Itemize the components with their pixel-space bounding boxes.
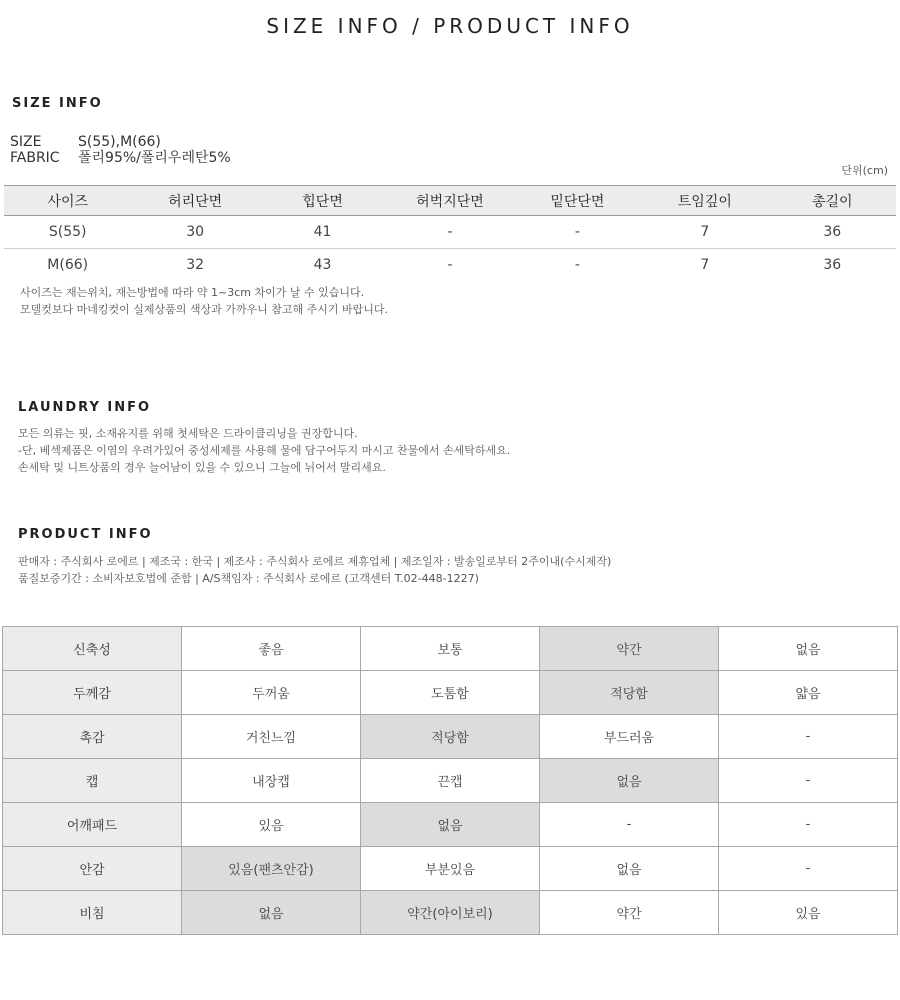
attribute-option: - [719, 715, 898, 759]
attribute-option: 거친느낌 [182, 715, 361, 759]
attribute-option: 있음 [719, 891, 898, 935]
attribute-option-selected: 적당함 [361, 715, 540, 759]
size-note: 모델컷보다 마네킹컷이 실제상품의 색상과 가까우니 참고해 주시기 바랍니다. [20, 303, 389, 316]
attribute-option: 없음 [540, 847, 719, 891]
attribute-option-selected: 약간(아이보리) [361, 891, 540, 935]
size-table [4, 185, 896, 281]
table-cell: 7 [641, 216, 768, 249]
attribute-name: 두께감 [3, 671, 182, 715]
table-cell: - [514, 216, 641, 249]
attribute-name: 비침 [3, 891, 182, 935]
table-cell: - [574, 257, 580, 273]
column-header: 허리단면 [131, 186, 258, 216]
table-cell: - [447, 257, 453, 273]
column-header: 힙단면 [259, 186, 386, 216]
attribute-row [3, 627, 898, 671]
column-header: 총길이 [769, 186, 896, 216]
attribute-option: - [540, 803, 719, 847]
table-cell: 36 [769, 216, 896, 249]
attribute-option-selected: 없음 [182, 891, 361, 935]
size-table-header [4, 186, 896, 216]
attribute-row [3, 715, 898, 759]
unit-label: 단위(cm) [841, 164, 888, 177]
fabric-spec [10, 150, 231, 166]
attribute-name: 안감 [3, 847, 182, 891]
table-cell: 30 [131, 216, 258, 249]
attribute-option: 보통 [361, 627, 540, 671]
attribute-option: 좋음 [182, 627, 361, 671]
attribute-row [3, 847, 898, 891]
table-cell: 32 [186, 257, 205, 273]
table-cell: - [386, 216, 513, 249]
size-table-container [4, 185, 896, 281]
column-header: 트임깊이 [641, 186, 768, 216]
attribute-name: 신축성 [3, 627, 182, 671]
table-cell: 41 [259, 216, 386, 249]
attribute-option: 있음 [182, 803, 361, 847]
attribute-option-selected: 약간 [540, 627, 719, 671]
laundry-note: 모든 의류는 핏, 소재유지를 위해 첫세탁은 드라이클리닝을 권장합니다. [18, 427, 358, 440]
column-header: 허벅지단면 [386, 186, 513, 216]
table-row [4, 216, 896, 249]
attribute-row [3, 803, 898, 847]
table-row [4, 249, 896, 282]
attribute-option: 끈캡 [361, 759, 540, 803]
attribute-option: 약간 [540, 891, 719, 935]
attribute-option: 얇음 [719, 671, 898, 715]
laundry-info-heading: LAUNDRY INFO [18, 400, 152, 415]
attribute-row [3, 891, 898, 935]
table-cell: 7 [700, 257, 710, 273]
size-label: SIZE [10, 134, 42, 150]
attribute-option: 부드러움 [540, 715, 719, 759]
attribute-option: 내장캡 [182, 759, 361, 803]
attribute-name: 촉감 [3, 715, 182, 759]
size-spec [10, 134, 161, 150]
column-header: 사이즈 [4, 186, 131, 216]
attribute-option: - [719, 759, 898, 803]
table-cell: S(55) [4, 216, 131, 249]
laundry-note: -단, 베섹제품은 이염의 우려가있어 중성세제를 사용해 물에 담구어두지 마시고 찬물에서 손세탁하세요. [18, 444, 511, 457]
table-cell: 43 [313, 257, 332, 273]
size-value: S(55),M(66) [78, 134, 161, 150]
fabric-value: 폴리95%/폴리우레탄5% [78, 150, 231, 166]
attribute-option: - [719, 803, 898, 847]
attribute-option: - [719, 847, 898, 891]
product-note: 품질보증기간 : 소비자보호법에 준함 | A/S책임자 : 주식회사 로에르 (고객센터 T.02-448-1227) [18, 572, 479, 585]
attribute-table-container [2, 626, 898, 935]
attribute-row [3, 759, 898, 803]
fabric-label: FABRIC [10, 150, 60, 166]
table-cell: M(66) [47, 257, 89, 273]
attribute-name: 캡 [3, 759, 182, 803]
column-header: 밑단단면 [514, 186, 641, 216]
product-info-heading: PRODUCT INFO [18, 527, 153, 542]
page-title: SIZE INFO / PRODUCT INFO [266, 14, 634, 38]
product-note: 판매자 : 주식회사 로에르 | 제조국 : 한국 | 제조사 : 주식회사 로에르 제휴업체 | 제조일자 : 발송일로부터 2주이내(수시제작) [18, 555, 612, 568]
size-note: 사이즈는 재는위치, 재는방법에 따라 약 1~3cm 차이가 날 수 있습니다. [20, 286, 365, 299]
product-notes [18, 553, 611, 587]
attribute-option: 두꺼움 [182, 671, 361, 715]
size-info-heading: SIZE INFO [12, 96, 103, 111]
attribute-option-selected: 적당함 [540, 671, 719, 715]
laundry-notes [18, 425, 510, 476]
attribute-option-selected: 없음 [540, 759, 719, 803]
attribute-option: 없음 [719, 627, 898, 671]
attribute-option-selected: 있음(팬츠안감) [182, 847, 361, 891]
attribute-option-selected: 없음 [361, 803, 540, 847]
attribute-option: 도톰함 [361, 671, 540, 715]
size-notes [20, 284, 388, 318]
table-cell: 36 [823, 257, 842, 273]
laundry-note: 손세탁 및 니트상품의 경우 늘어남이 있을 수 있으니 그늘에 뉘어서 말리세요. [18, 461, 386, 474]
attribute-row [3, 671, 898, 715]
attribute-name: 어깨패드 [3, 803, 182, 847]
attribute-option: 부분있음 [361, 847, 540, 891]
attribute-table [2, 626, 898, 935]
